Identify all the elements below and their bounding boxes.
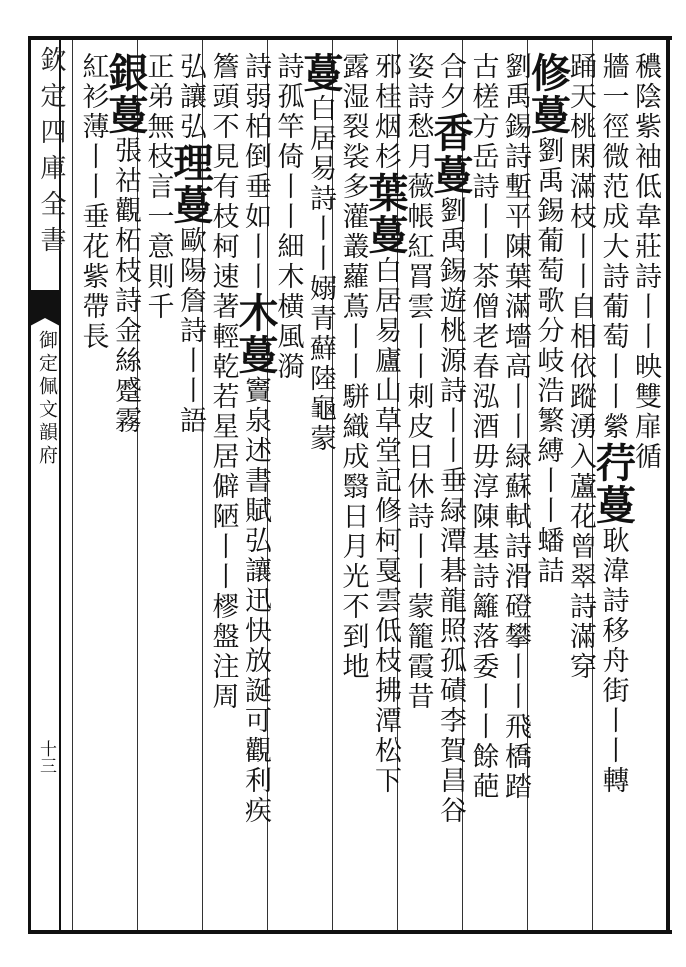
fish-tail-mark — [30, 290, 60, 318]
entry-text: 踊天桃閑滿枝 — [565, 52, 596, 232]
entry-text: 劉禹錫葡萄歌分岐浩繁縛丨丨蟠詰 — [532, 136, 564, 586]
text-column — [297, 52, 344, 454]
entry-text: 無枝言一意則千 — [142, 112, 174, 322]
margin-book-title: 御定佩文韻府 — [36, 330, 58, 468]
text-column — [498, 52, 532, 802]
frame-left-border — [28, 36, 31, 934]
entry-text: 多灌叢蘿蔦丨丨駢織成翳日月光不到地 — [337, 172, 369, 682]
text-column — [628, 52, 662, 472]
entry-text: 姿 — [402, 52, 434, 82]
text-column — [232, 52, 279, 826]
column-rule — [72, 40, 73, 930]
entry-text: 速著輕乾若星居僻陋丨丨樛盤注周 — [207, 262, 239, 712]
entry-text: 合夕 — [435, 52, 466, 112]
margin-title: 欽定四庫全書 — [36, 46, 66, 262]
entry-text: 張祜觀柘枝詩金絲蹙霧 — [110, 136, 141, 436]
text-column — [563, 52, 597, 682]
frame-top-border — [30, 36, 672, 40]
entry-text: 詩弱柏倒垂如丨丨 — [240, 52, 271, 292]
text-column — [589, 52, 637, 796]
text-column — [524, 52, 572, 586]
entry-headword: 銀蔓 — [102, 52, 149, 136]
text-column — [427, 52, 474, 826]
entry-text: 古槎方岳詩丨丨茶僧老春泓酒毋淳陳基詩籬落委丨丨餘葩 — [467, 52, 499, 802]
entry-text: 露湿裂裟 — [337, 52, 369, 172]
entry-text: 歐陽詹詩丨丨語 — [175, 226, 206, 436]
entry-text: 紅衫薄丨丨垂花紫帶長 — [77, 52, 109, 352]
text-column — [102, 52, 149, 436]
frame-right-border — [666, 36, 670, 934]
entry-headword: 理蔓 — [167, 142, 214, 226]
text-column — [76, 52, 110, 352]
frame-bottom-border — [30, 930, 672, 934]
entry-text: 白居易廬山草堂記修柯戛雲低枝拂潭松下 — [370, 256, 401, 796]
entry-text: 簷頭不見有枝柯 — [207, 52, 239, 262]
entry-text: 詩孤竿倚丨丨細木横風漪 — [272, 52, 304, 382]
entry-text: 丨丨自相依蹤湧入蘆花曾翠詩滿穿 — [565, 232, 596, 682]
entry-text: 耿湋詩移舟街丨丨轉 — [597, 526, 629, 796]
entry-headword: 荇蔓 — [589, 442, 637, 526]
entry-headword: 修蔓 — [524, 52, 572, 136]
entry-headword: 葉蔓 — [362, 172, 409, 256]
entry-headword: 蔓 — [297, 52, 344, 94]
entry-text: 詩愁月薇帳紅罥雲丨丨刺皮日休詩丨丨蒙籠霞昔 — [402, 82, 434, 712]
entry-text: 白居易詩丨丨嫋青蘚陸龜蒙 — [305, 94, 336, 454]
text-column — [167, 52, 214, 436]
margin-page-number: 十三 — [36, 740, 56, 774]
entry-text: 牆一徑微范成大詩葡萄丨丨縈 — [597, 52, 629, 442]
entry-text: 正弟 — [142, 52, 174, 112]
entry-text: 劉禹錫詩塹平陳葉滿墻高丨丨緑蘇軾詩滑磴攀丨丨飛橋踏 — [500, 52, 531, 802]
text-column — [362, 52, 409, 796]
entry-text: 竇泉述書賦弘讓迅快放誕可觀利疾 — [240, 376, 271, 826]
entry-headword: 木蔓 — [232, 292, 279, 376]
entry-text: 邪桂烟杉 — [370, 52, 401, 172]
entry-headword: 香蔓 — [427, 112, 474, 196]
text-column — [336, 52, 370, 682]
text-column — [401, 52, 435, 712]
entry-text: 穠陰紫袖低韋莊詩丨丨映雙扉循 — [630, 52, 661, 472]
entry-text: 弘讓弘 — [175, 52, 206, 142]
entry-text: 劉禹錫遊桃源詩丨丨垂緑潭碁龍照孤磧李賀昌谷 — [435, 196, 466, 826]
